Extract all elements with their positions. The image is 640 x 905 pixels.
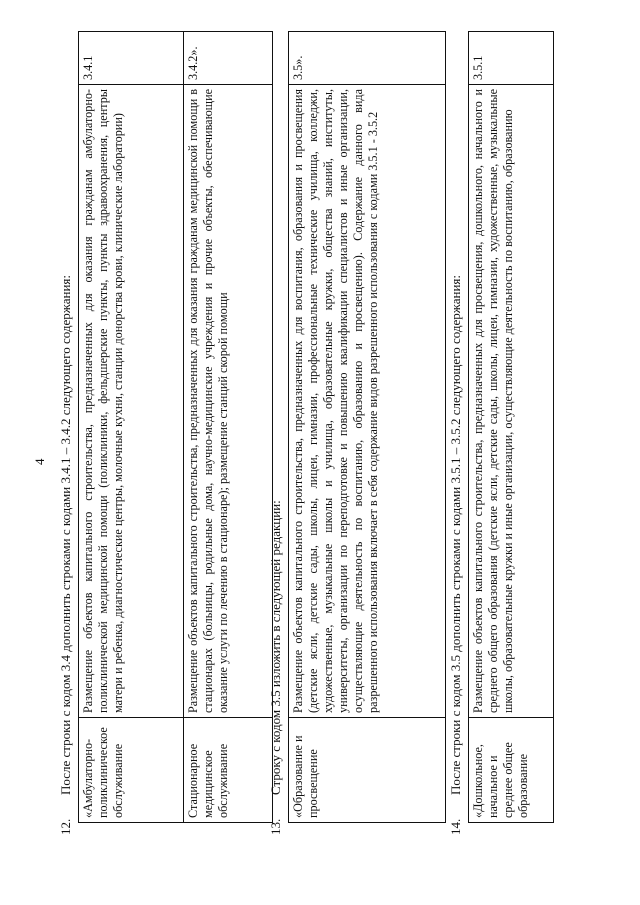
use-description-cell: Размещение объектов капитального строительства, предназначенных для оказания гражданам амбулаторно-поликлинической медицинской помощи (поликлиники, фельдшерские пункты, пункты здравоохранения, центры матери и ребенка, диагностические центры, молочные кухни, станции донорства крови, клинические лаборатории) [79,85,184,718]
use-name-cell: «Образование и просвещение [289,718,446,823]
use-code-cell: 3.5». [289,32,446,85]
use-description-cell: Размещение объектов капитального строительства, предназначенных для просвещения, дошкольного, начального и среднего общего образования (детские ясли, детские сады, школы, лицеи, гимназии, художественные, музыкальные школы, образовательные кружки и иные организации, осуществляющие деятельность по воспитанию, образованию [469,85,554,718]
page-number: 4 [32,458,47,465]
instruction-text: Строку с кодом 3.5 изложить в следующей редакции: [268,500,283,795]
use-name-cell: Стационарное медицинское обслуживание [184,718,273,823]
instruction-text: После строки с кодом 3.5 дополнить строками с кодами 3.5.1 – 3.5.2 следующего содержания: [448,275,463,795]
section-number: 13. [268,818,283,835]
section-number: 12. [58,818,73,835]
table-section-12 [78,31,273,823]
table-section-14 [468,31,554,823]
instruction-13 [268,500,284,835]
table-row [289,32,446,823]
table-row [79,32,184,823]
use-name-cell: «Дошкольное, начальное и среднее общее образование [469,718,554,823]
use-code-cell: 3.5.1 [469,32,554,85]
table-row [184,32,273,823]
instruction-12 [58,275,74,835]
use-description-cell: Размещение объектов капитального строительства, предназначенных для воспитания, образования и просвещения (детские ясли, детские сады, школы, лицеи, гимназии, профессиональные технические училища, колледжи, художественные, музыкальные школы и училища, образовательные кружки, общества знаний, институты, университеты, организации по переподготовке и повышению квалификации специалистов и иные организации, осуществляющие деятельность по воспитанию, образованию и просвещению). Содержание данного вида разрешенного использования включает в себя содержание видов разрешенного использования с кодами 3.5.1 - 3.5.2 [289,85,446,718]
instruction-text: После строки с кодом 3.4 дополнить строками с кодами 3.4.1 – 3.4.2 следующего содержания: [58,275,73,795]
table-section-13 [288,31,446,823]
use-name-cell: «Амбулаторно-поликлиническое обслуживание [79,718,184,823]
use-description-cell: Размещение объектов капитального строительства, предназначенных для оказания гражданам медицинской помощи в стационарах (больницы, родильные дома, научно-медицинские учреждения и прочие объекты, обеспечивающие оказание услуги по лечению в стационаре); размещение станций скорой помощи [184,85,273,718]
table-row [469,32,554,823]
use-code-cell: 3.4.2». [184,32,273,85]
use-code-cell: 3.4.1 [79,32,184,85]
section-number: 14. [448,818,463,835]
instruction-14 [448,275,464,835]
